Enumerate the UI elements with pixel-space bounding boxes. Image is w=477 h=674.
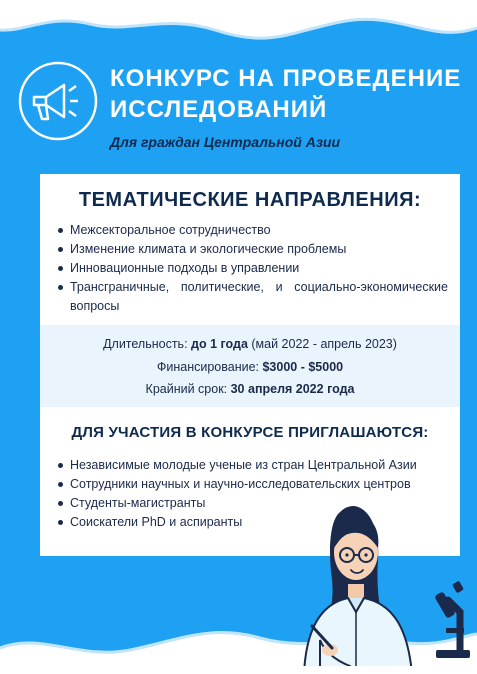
list-item: Межсекторальное сотрудничество [56,221,448,240]
list-item: Независимые молодые ученые из стран Центральной Азии [56,456,456,475]
header [0,55,477,165]
duration-note: (май 2022 - апрель 2023) [247,337,397,351]
deadline-line [40,382,460,396]
list-item: Изменение климата и экологические проблемы [56,240,448,259]
microscope-icon [434,581,470,658]
top-wave [0,0,477,60]
topics-heading: ТЕМАТИЧЕСКИЕ НАПРАВЛЕНИЯ: [78,189,422,211]
duration-line [40,337,460,351]
megaphone-icon [16,59,100,143]
scientist-illustration [290,500,477,674]
list-item: Инновационные подходы в управлении [56,259,448,278]
deadline-value: 30 апреля 2022 года [230,382,355,396]
list-item: Соискатели PhD и аспиранты [56,513,456,532]
list-item: Сотрудники научных и научно-исследовательских центров [56,475,456,494]
page-subtitle: Для граждан Центральной Азии [110,134,341,150]
title-line-2: ИССЛЕДОВАНИЙ [110,96,328,123]
funding-value: $3000 - $5000 [262,360,344,374]
page-title [110,63,470,125]
list-item: Трансграничные, политические, и социально-экономические вопросы [56,278,448,316]
participants-heading: ДЛЯ УЧАСТИЯ В КОНКУРСЕ ПРИГЛАШАЮТСЯ: [71,424,429,441]
funding-label: Финансирование: [156,360,263,374]
deadline-label: Крайний срок: [145,382,231,396]
list-item: Студенты-магистранты [56,494,456,513]
funding-line [40,360,460,374]
duration-value: до 1 года [191,337,248,351]
title-line-1: КОНКУРС НА ПРОВЕДЕНИЕ [110,65,462,92]
topics-list [56,221,448,316]
duration-label: Длительность: [103,337,192,351]
